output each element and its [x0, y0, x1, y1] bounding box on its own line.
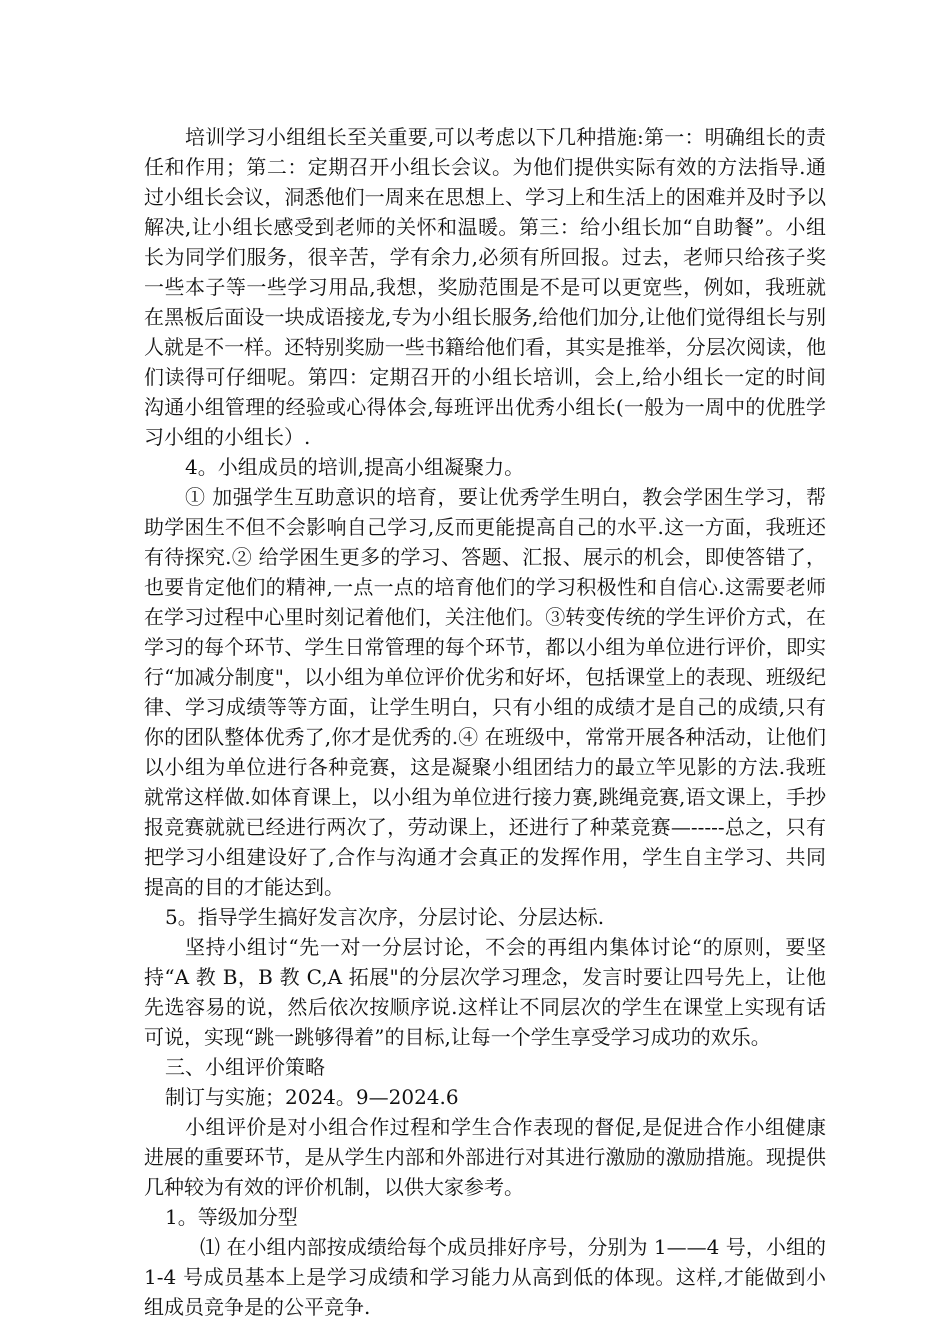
section-heading-evaluation: 三、小组评价策略	[165, 1055, 325, 1079]
heading-member-training: 4。小组成员的培训,提高小组凝聚力。	[185, 455, 525, 479]
paragraph-evaluation-intro: 小组评价是对小组合作过程和学生合作表现的督促,是促进合作小组健康进展的重要环节，是从学生内部和外部进行对其进行激励的激励措施。现提供几种较为有效的评价机制，以供大家参考。	[144, 1115, 826, 1199]
paragraph-speaking-order: 坚持小组讨“先一对一分层讨论，不会的再组内集体讨论“的原则，要坚持“A 教 B，B 教 C,A 拓展"的分层次学习理念，发言时要让四号先上，让他先选容易的说，然后依次按顺序说.这样让不同层次的学生在课堂上实现有话可说，实现“跳一跳够得着”的目标,让每一个学生享受学习成功的欢乐。	[144, 935, 826, 1049]
implementation-period: 制订与实施；2024。9—2024.6	[165, 1085, 459, 1109]
paragraph-member-training: ① 加强学生互助意识的培育，要让优秀学生明白，教会学困生学习，帮助学困生不但不会影响自己学习,反而更能提高自己的水平.这一方面，我班还有待探究.② 给学困生更多的学习、答题、汇报、展示的机会，即使答错了，也要肯定他们的精神,一点一点的培育他们的学习积极性和自信心.这需要老师在学习过程中心里时刻记着他们，关注他们。③转变传统的学生评价方式，在学习的每个环节、学生日常管理的每个环节，都以小组为单位进行评价，即实行“加减分制度"，以小组为单位评价优劣和好坏，包括课堂上的表现、班级纪律、学习成绩等等方面，让学生明白，只有小组的成绩才是自己的成绩,只有你的团队整体优秀了,你才是优秀的.④ 在班级中，常常开展各种活动，让他们以小组为单位进行各种竞赛，这是凝聚小组团结力的最立竿见影的方法.我班就常这样做.如体育课上，以小组为单位进行接力赛,跳绳竞赛,语文课上，手抄报竞赛就就已经进行两次了，劳动课上，还进行了种菜竞赛—-----总之，只有把学习小组建设好了,合作与沟通才会真正的发挥作用，学生自主学习、共同提高的目的才能达到。	[144, 485, 826, 899]
heading-grade-points: 1。等级加分型	[165, 1205, 298, 1229]
heading-speaking-order: 5。指导学生搞好发言次序，分层讨论、分层达标.	[165, 905, 605, 929]
paragraph-grade-points: ⑴ 在小组内部按成绩给每个成员排好序号，分别为 1——4 号，小组的 1-4 号成员基本上是学习成绩和学习能力从高到低的体现。这样,才能做到小组成员竞争是的公平竞争.	[144, 1235, 826, 1319]
document-page	[144, 122, 826, 1322]
paragraph-group-leader-training: 培训学习小组组长至关重要,可以考虑以下几种措施:第一：明确组长的责任和作用；第二：定期召开小组长会议。为他们提供实际有效的方法指导.通过小组长会议，洞悉他们一周来在思想上、学习上和生活上的困难并及时予以解决,让小组长感受到老师的关怀和温暖。第三：给小组长加“自助餐”。小组长为同学们服务，很辛苦，学有余力,必须有所回报。过去，老师只给孩子奖一些本子等一些学习用品,我想，奖励范围是不是可以更宽些，例如，我班就在黑板后面设一块成语接龙,专为小组长服务,给他们加分,让他们觉得组长与别人就是不一样。还特别奖励一些书籍给他们看，其实是推举，分层次阅读，他们读得可仔细呢。第四：定期召开的小组长培训，会上,给小组长一定的时间沟通小组管理的经验或心得体会,每班评出优秀小组长(一般为一周中的优胜学习小组的小组长）.	[144, 125, 826, 449]
